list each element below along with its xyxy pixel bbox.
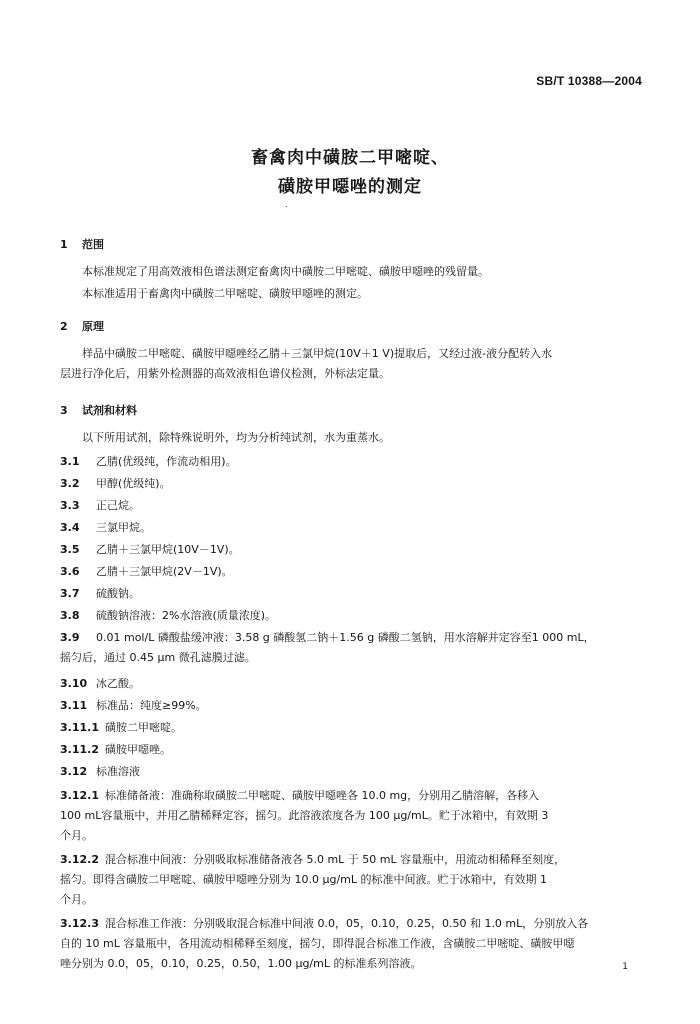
document-title-line2: 磺胺甲噁唑的测定 (278, 177, 422, 197)
item-text: 乙腈＋三氯甲烷(10V－1V)。 (96, 543, 240, 556)
item-number: 3.10 (60, 677, 88, 690)
list-item (60, 606, 642, 626)
item-text: 甲醇(优级纯)。 (96, 477, 171, 490)
list-item (60, 584, 642, 604)
document-title-line1: 畜禽肉中磺胺二甲嘧啶、 (251, 148, 449, 168)
section-title: 范围 (82, 238, 104, 251)
item-text: 冰乙酸。 (96, 677, 140, 690)
section-2-paragraph (60, 344, 642, 384)
section-number: 1 (60, 238, 68, 251)
item-text: 三氯甲烷。 (96, 521, 151, 534)
item-number: 3.6 (60, 565, 80, 578)
item-number: 3.11 (60, 699, 88, 712)
list-item-3-12-1 (60, 786, 642, 846)
item-number: 3.7 (60, 587, 80, 600)
item-text: 乙腈＋三氯甲烷(2V－1V)。 (96, 565, 233, 578)
item-text: 0.01 mol/L 磷酸盐缓冲液：3.58 g 磷酸氢二钠＋1.56 g 磷酸二氢钠，用水溶解并定容至1 000 mL， (96, 631, 595, 644)
list-item (60, 718, 642, 738)
paragraph-line: 样品中磺胺二甲嘧啶、磺胺甲噁唑经乙腈＋三氯甲烷(10V＋1 V)提取后，又经过液-液分配转入水 (82, 347, 553, 360)
item-text-continued: 个月。 (60, 829, 93, 842)
item-number: 3.12.1 (60, 789, 99, 802)
section-title: 试剂和材料 (82, 404, 137, 417)
item-number: 3.4 (60, 521, 80, 534)
section-1-heading (60, 236, 104, 252)
item-text: 标准溶液 (96, 765, 140, 778)
item-text: 标准储备液：准确称取磺胺二甲嘧啶、磺胺甲噁唑各 10.0 mg，分别用乙腈溶解，各移入 (104, 789, 540, 802)
item-text: 混合标准中间液：分别吸取标准储备液各 5.0 mL 于 50 mL 容量瓶中，用流动相稀释至刻度， (104, 853, 566, 866)
item-number: 3.12.2 (60, 853, 99, 866)
item-text: 硫酸钠溶液：2%水溶液(质量浓度)。 (96, 609, 277, 622)
title-dot-mark: . (285, 200, 288, 209)
list-item-3-12-3 (60, 914, 642, 974)
list-item-3-9 (60, 628, 642, 668)
item-text-continued: 个月。 (60, 893, 93, 906)
list-item (60, 496, 642, 516)
item-text-continued: 100 mL容量瓶中，并用乙腈稀释定容，摇匀。此溶液浓度各为 100 μg/mL。贮于冰箱中，有效期 3 (60, 809, 549, 822)
item-text: 硫酸钠。 (96, 587, 140, 600)
item-text-continued: 自的 10 mL 容量瓶中，各用流动相稀释至刻度，摇匀，即得混合标准工作液，含磺胺二甲嘧啶、磺胺甲噁 (60, 937, 575, 950)
item-text: 混合标准工作液：分别吸取混合标准中间液 0.0，05，0.10，0.25，0.50 和 1.0 mL，分别放入各 (104, 917, 589, 930)
item-number: 3.8 (60, 609, 80, 622)
item-text: 正己烷。 (96, 499, 140, 512)
section-number: 2 (60, 320, 68, 333)
page-number: 1 (622, 962, 628, 972)
item-number: 3.12.3 (60, 917, 99, 930)
item-text-continued: 摇匀。即得含磺胺二甲嘧啶、磺胺甲噁唑分别为 10.0 μg/mL 的标准中间液。贮于冰箱中，有效期 1 (60, 873, 548, 886)
item-text: 乙腈(优级纯，作流动相用)。 (96, 455, 237, 468)
item-number: 3.2 (60, 477, 80, 490)
section-3-heading (60, 402, 137, 418)
section-number: 3 (60, 404, 68, 417)
item-number: 3.1 (60, 455, 80, 468)
list-item (60, 762, 642, 782)
item-text: 磺胺二甲嘧啶。 (104, 721, 182, 734)
item-text-continued: 唑分别为 0.0，05，0.10，0.25，0.50，1.00 μg/mL 的标准系列溶液。 (60, 957, 422, 970)
list-item (60, 518, 642, 538)
paragraph-line: 层进行净化后，用紫外检测器的高效液相色谱仪检测，外标法定量。 (60, 367, 390, 380)
item-number: 3.12 (60, 765, 88, 778)
list-item (60, 452, 642, 472)
item-number: 3.5 (60, 543, 80, 556)
item-text: 标准品：纯度≥99%。 (96, 699, 207, 712)
section-3-intro: 以下所用试剂，除特殊说明外，均为分析纯试剂，水为重蒸水。 (82, 431, 390, 444)
item-text-continued: 摇匀后，通过 0.45 μm 微孔滤膜过滤。 (60, 651, 256, 664)
item-number: 3.11.1 (60, 721, 99, 734)
section-1-paragraph-1: 本标准规定了用高效液相色谱法测定畜禽肉中磺胺二甲嘧啶、磺胺甲噁唑的残留量。 (82, 265, 489, 278)
item-text: 磺胺甲噁唑。 (104, 743, 171, 756)
section-1-paragraph-2: 本标准适用于畜禽肉中磺胺二甲嘧啶、磺胺甲噁唑的测定。 (82, 287, 368, 300)
list-item (60, 562, 642, 582)
list-item (60, 540, 642, 560)
list-item (60, 674, 642, 694)
section-2-heading (60, 318, 104, 334)
standard-code: SB/T 10388—2004 (536, 74, 642, 88)
item-number: 3.11.2 (60, 743, 99, 756)
list-item (60, 696, 642, 716)
item-number: 3.9 (60, 631, 80, 644)
list-item (60, 474, 642, 494)
list-item (60, 740, 642, 760)
section-title: 原理 (82, 320, 104, 333)
item-number: 3.3 (60, 499, 80, 512)
list-item-3-12-2 (60, 850, 642, 910)
